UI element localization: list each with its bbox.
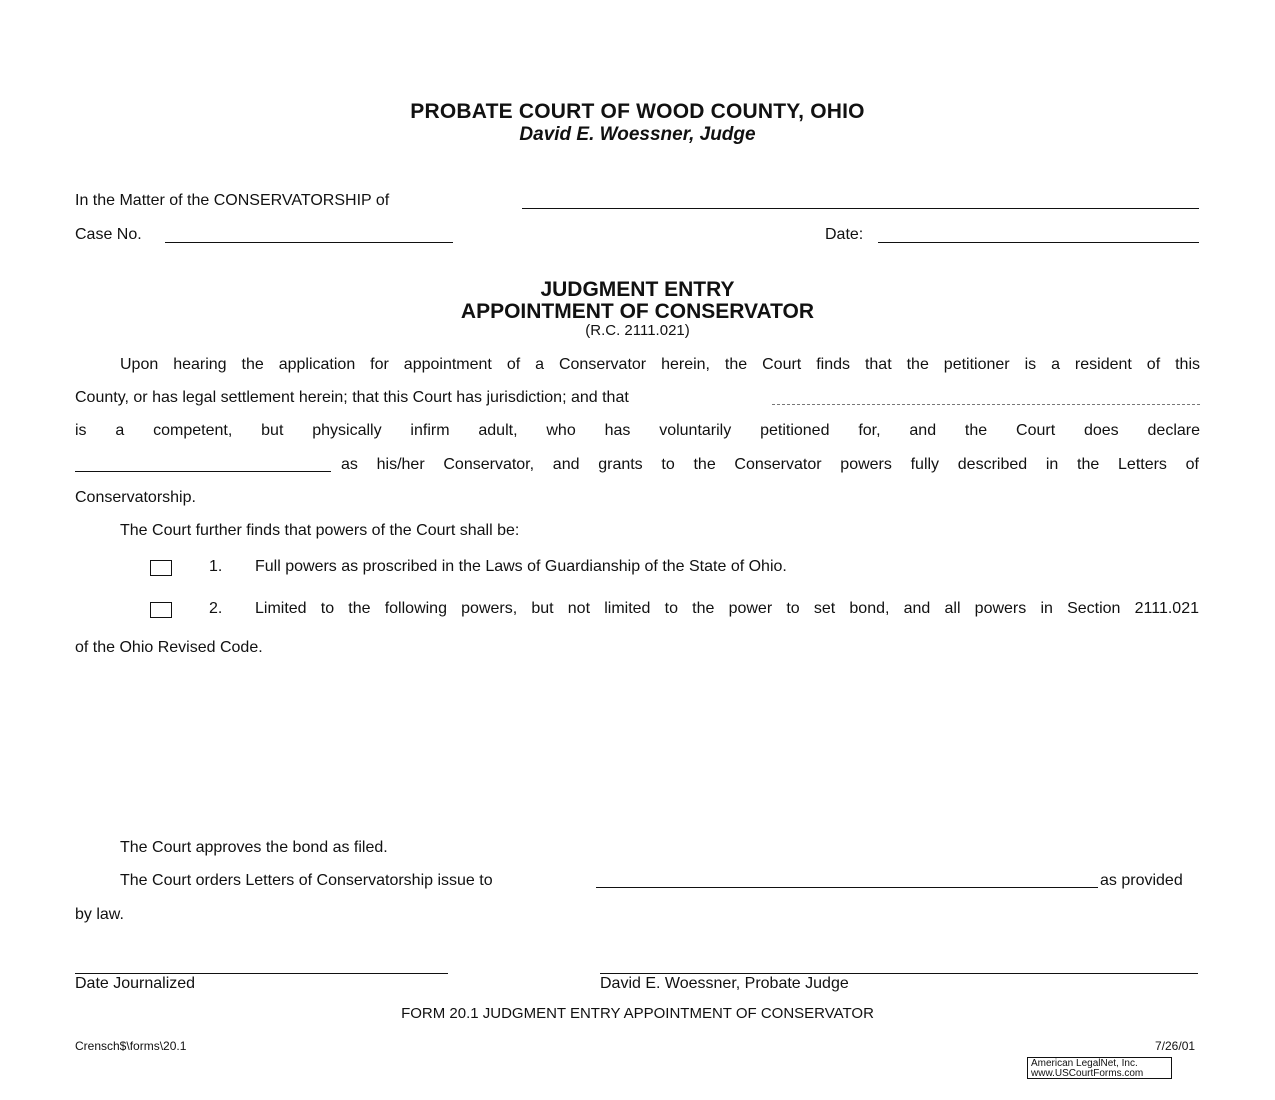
case-number-label: Case No. <box>75 226 142 243</box>
bond-approval: The Court approves the bond as filed. <box>120 839 388 856</box>
full-powers-checkbox[interactable] <box>150 560 172 576</box>
form-path: Crensch$\forms\20.1 <box>75 1039 187 1053</box>
letters-statement: The Court orders Letters of Conservatorship issue to <box>120 872 493 889</box>
date-field[interactable] <box>878 242 1199 243</box>
paragraph-1-line-2: County, or has legal settlement herein; that this Court has jurisdiction; and that <box>75 389 629 406</box>
date-journalized-line[interactable] <box>75 973 448 974</box>
letters-by-law: by law. <box>75 906 124 923</box>
letters-as-provided: as provided <box>1100 872 1183 889</box>
document-title: JUDGMENT ENTRY <box>540 278 735 301</box>
limited-powers-checkbox[interactable] <box>150 602 172 618</box>
paragraph-1-line-4: as his/her Conservator, and grants to the Conservator powers fully described in the Letters of <box>341 456 1199 473</box>
paragraph-1-line-1: Upon hearing the application for appointment of a Conservator herein, the Court finds that the petitioner is a resident of this <box>120 356 1200 373</box>
paragraph-2: The Court further finds that powers of the Court shall be: <box>120 522 520 539</box>
date-label: Date: <box>825 226 864 243</box>
legalnet-badge <box>1027 1057 1172 1079</box>
matter-label: In the Matter of the CONSERVATORSHIP of <box>75 192 390 209</box>
judge-signature-line[interactable] <box>600 973 1198 974</box>
matter-name-field[interactable] <box>522 208 1199 209</box>
petitioner-name-field[interactable] <box>772 404 1200 405</box>
form-date: 7/26/01 <box>1155 1039 1196 1053</box>
form-title-footer: FORM 20.1 JUDGMENT ENTRY APPOINTMENT OF CONSERVATOR <box>401 1005 874 1022</box>
statute-reference: (R.C. 2111.021) <box>585 322 690 339</box>
option-2-number: 2. <box>209 600 223 617</box>
date-journalized-label: Date Journalized <box>75 975 196 992</box>
option-2-text: Limited to the following powers, but not limited to the power to set bond, and all powers in Section 2111.021 <box>255 600 1199 617</box>
case-number-field[interactable] <box>165 242 453 243</box>
paragraph-1-line-5: Conservatorship. <box>75 489 196 506</box>
legalnet-name: American LegalNet, Inc. <box>1031 1058 1138 1069</box>
option-1-number: 1. <box>209 558 223 575</box>
legalnet-url: www.USCourtForms.com <box>1031 1068 1144 1079</box>
judge-name: David E. Woessner, Judge <box>519 124 756 145</box>
judge-signature-label: David E. Woessner, Probate Judge <box>600 975 849 992</box>
court-name: PROBATE COURT OF WOOD COUNTY, OHIO <box>410 100 865 123</box>
letters-issue-to-field[interactable] <box>596 887 1098 888</box>
conservator-name-field[interactable] <box>75 471 331 472</box>
paragraph-1-line-3: is a competent, but physically infirm adult, who has voluntarily petitioned for, and the Court does declare <box>75 422 1200 439</box>
option-2-continuation: of the Ohio Revised Code. <box>75 639 263 656</box>
option-1-text: Full powers as proscribed in the Laws of Guardianship of the State of Ohio. <box>255 558 787 575</box>
document-subtitle: APPOINTMENT OF CONSERVATOR <box>460 300 815 323</box>
